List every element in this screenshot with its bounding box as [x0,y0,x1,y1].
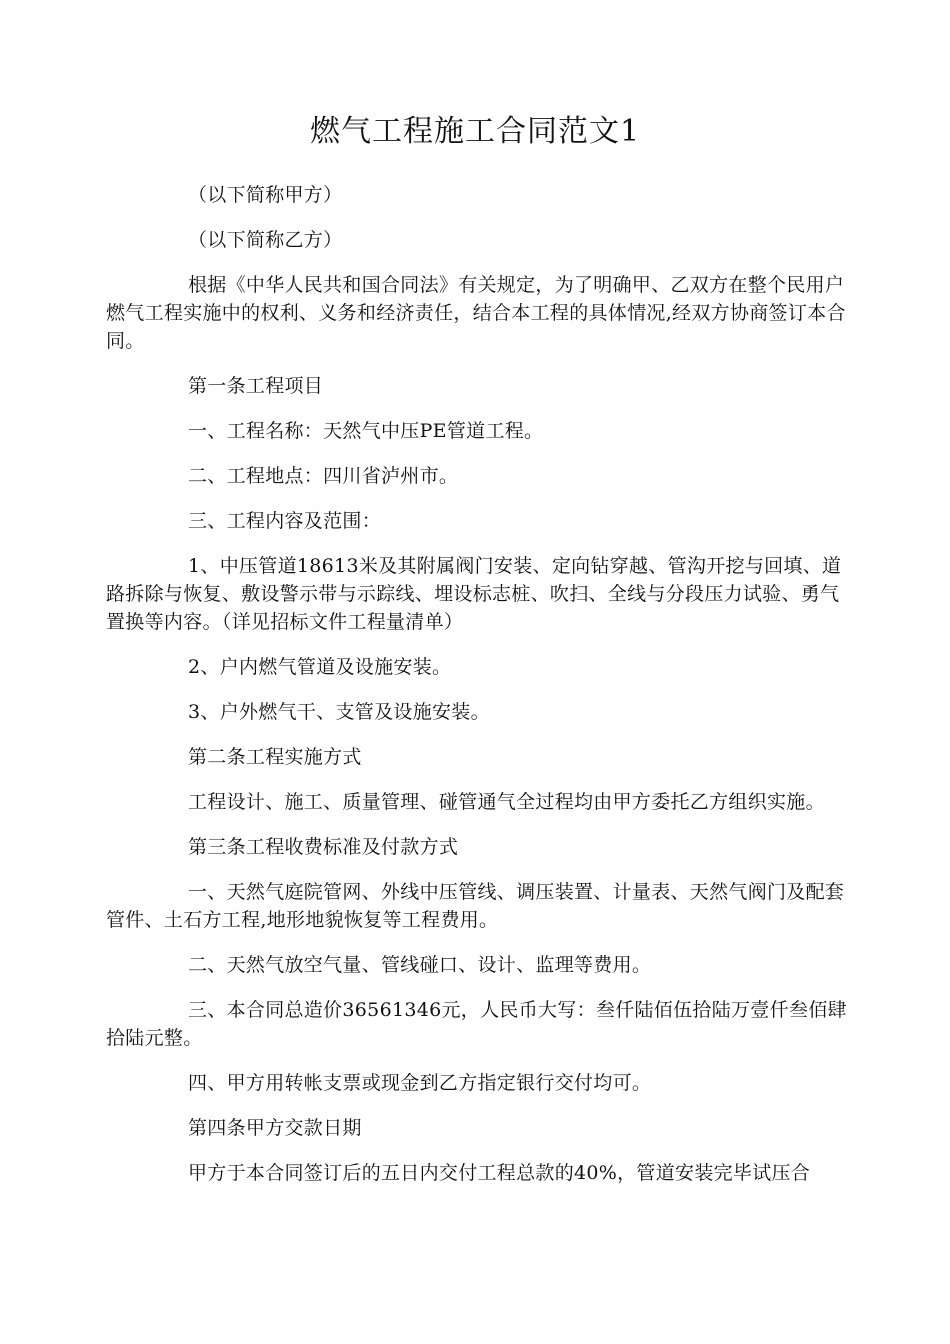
paragraph-implementation: 工程设计、施工、质量管理、碰管通气全过程均由甲方委托乙方组织实施。 [188,791,825,813]
paragraph-fee-item-1: 一、天然气庭院管网、外线中压管线、调压装置、计量表、天然气阀门及配套管件、土石方工程,地形地貌恢复等工程费用。 [106,881,845,931]
article-2-heading: 第二条工程实施方式 [188,746,362,768]
paragraph-fee-item-4: 四、甲方用转帐支票或现金到乙方指定银行交付均可。 [188,1072,652,1094]
paragraph-project-location: 二、工程地点：四川省泸州市。 [188,465,459,487]
paragraph-party-a: （以下简称甲方） [188,184,343,206]
paragraph-project-name: 一、工程名称：天然气中压PE管道工程。 [188,420,544,442]
article-3-heading: 第三条工程收费标准及付款方式 [188,836,459,858]
document-title: 燃气工程施工合同范文1 [309,114,641,149]
paragraph-project-scope: 三、工程内容及范围： [188,510,382,532]
paragraph-scope-item-1: 1、中压管道18613米及其附属阀门安装、定向钻穿越、管沟开挖与回填、道路拆除与恢复、敷设警示带与示踪线、埋设标志桩、吹扫、全线与分段压力试验、勇气置换等内容。（详见招标文件工程量清单） [106,555,842,633]
paragraph-fee-item-2: 二、天然气放空气量、管线碰口、设计、监理等费用。 [188,954,652,976]
paragraph-party-b: （以下简称乙方） [188,229,343,251]
article-1-heading: 第一条工程项目 [188,375,324,397]
paragraph-preamble: 根据《中华人民共和国合同法》有关规定，为了明确甲、乙双方在整个民用户燃气工程实施中的权利、义务和经济责任，结合本工程的具体情况,经双方协商签订本合同。 [106,274,846,352]
document-body [106,181,848,1204]
article-4-heading: 第四条甲方交款日期 [188,1117,362,1139]
paragraph-payment-schedule: 甲方于本合同签订后的五日内交付工程总款的40%，管道安装完毕试压合 [188,1162,811,1184]
paragraph-fee-item-3: 三、本合同总造价36561346元，人民币大写：叁仟陆佰伍拾陆万壹仟叁佰肆拾陆元整。 [106,999,847,1049]
paragraph-scope-item-2: 2、户内燃气管道及设施安装。 [188,656,452,678]
paragraph-scope-item-3: 3、户外燃气干、支管及设施安装。 [188,701,490,723]
